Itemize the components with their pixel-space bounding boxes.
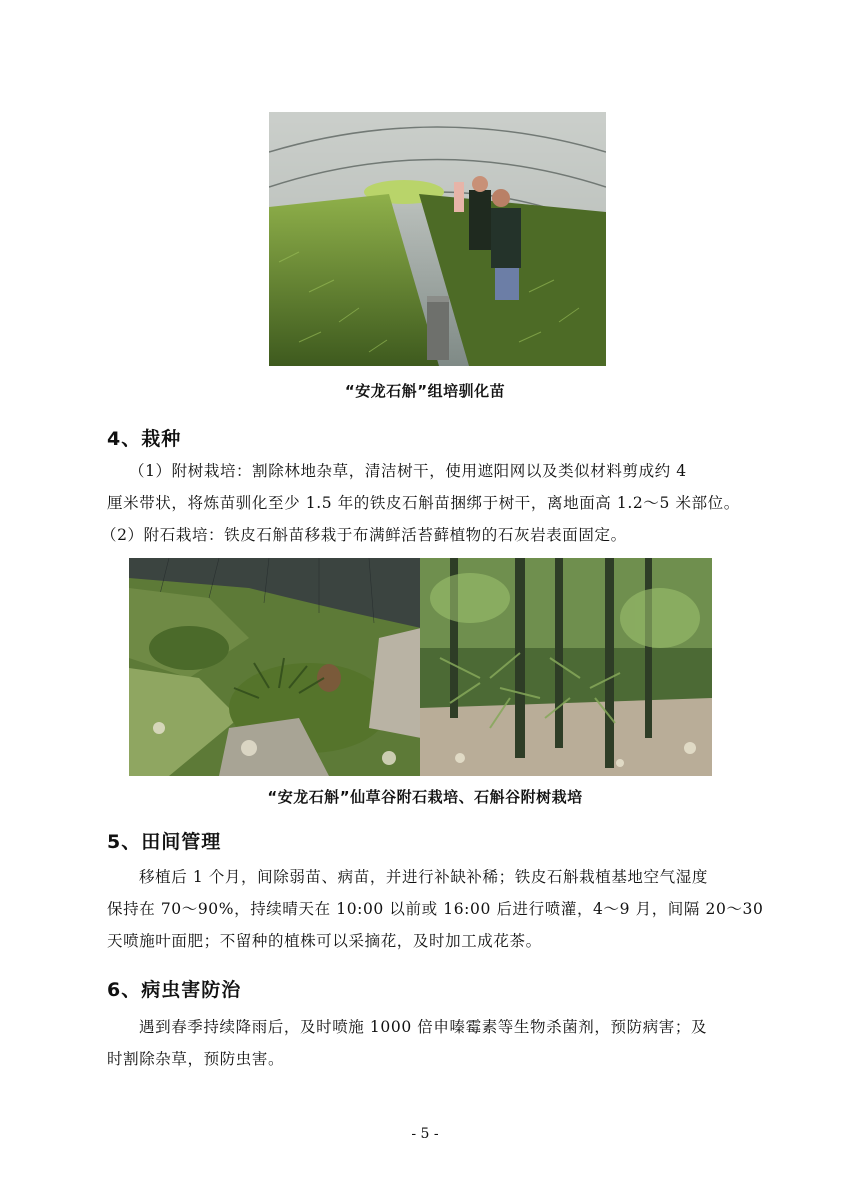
tree-cultivation-photo <box>420 558 712 776</box>
section-body-field-management <box>107 861 764 957</box>
paragraph-line: 时割除杂草，预防虫害。 <box>107 1050 285 1068</box>
greenhouse-seedlings-photo <box>269 112 606 366</box>
rock-cultivation-photo <box>129 558 421 776</box>
section-body-pest-control <box>107 1011 739 1075</box>
paragraph-line: 移植后 1 个月，间除弱苗、病苗，并进行补缺补稀；铁皮石斛栽植基地空气湿度 <box>139 868 708 886</box>
paragraph-line: 天喷施叶面肥；不留种的植株可以采摘花，及时加工成花茶。 <box>107 932 542 950</box>
paragraph-line: 保持在 70～90%，持续晴天在 10:00 以前或 16:00 后进行喷灌，4～9 月，间隔 20～30 <box>107 900 764 918</box>
page-number: - 5 - <box>411 1126 439 1142</box>
figure-caption-1: “安龙石斛”组培驯化苗 <box>344 382 506 400</box>
paragraph-line: （2）附石栽培：铁皮石斛苗移栽于布满鲜活苔藓植物的石灰岩表面固定。 <box>101 526 627 544</box>
paragraph-line: 厘米带状，将炼苗驯化至少 1.5 年的铁皮石斛苗捆绑于树干，离地面高 1.2～5 米部位。 <box>107 494 740 512</box>
paragraph-line: （1）附树栽培：割除林地杂草，清洁树干，使用遮阳网以及类似材料剪成约 4 <box>129 462 687 480</box>
section-heading-pest-control: 6、病虫害防治 <box>107 979 242 1001</box>
section-heading-field-management: 5、田间管理 <box>107 831 222 853</box>
paragraph-line: 遇到春季持续降雨后，及时喷施 1000 倍申嗪霉素等生物杀菌剂，预防病害；及 <box>139 1018 708 1036</box>
figure-caption-2: “安龙石斛”仙草谷附石栽培、石斛谷附树栽培 <box>267 788 583 806</box>
section-heading-planting: 4、栽种 <box>107 428 182 450</box>
section-body-planting <box>101 455 740 551</box>
